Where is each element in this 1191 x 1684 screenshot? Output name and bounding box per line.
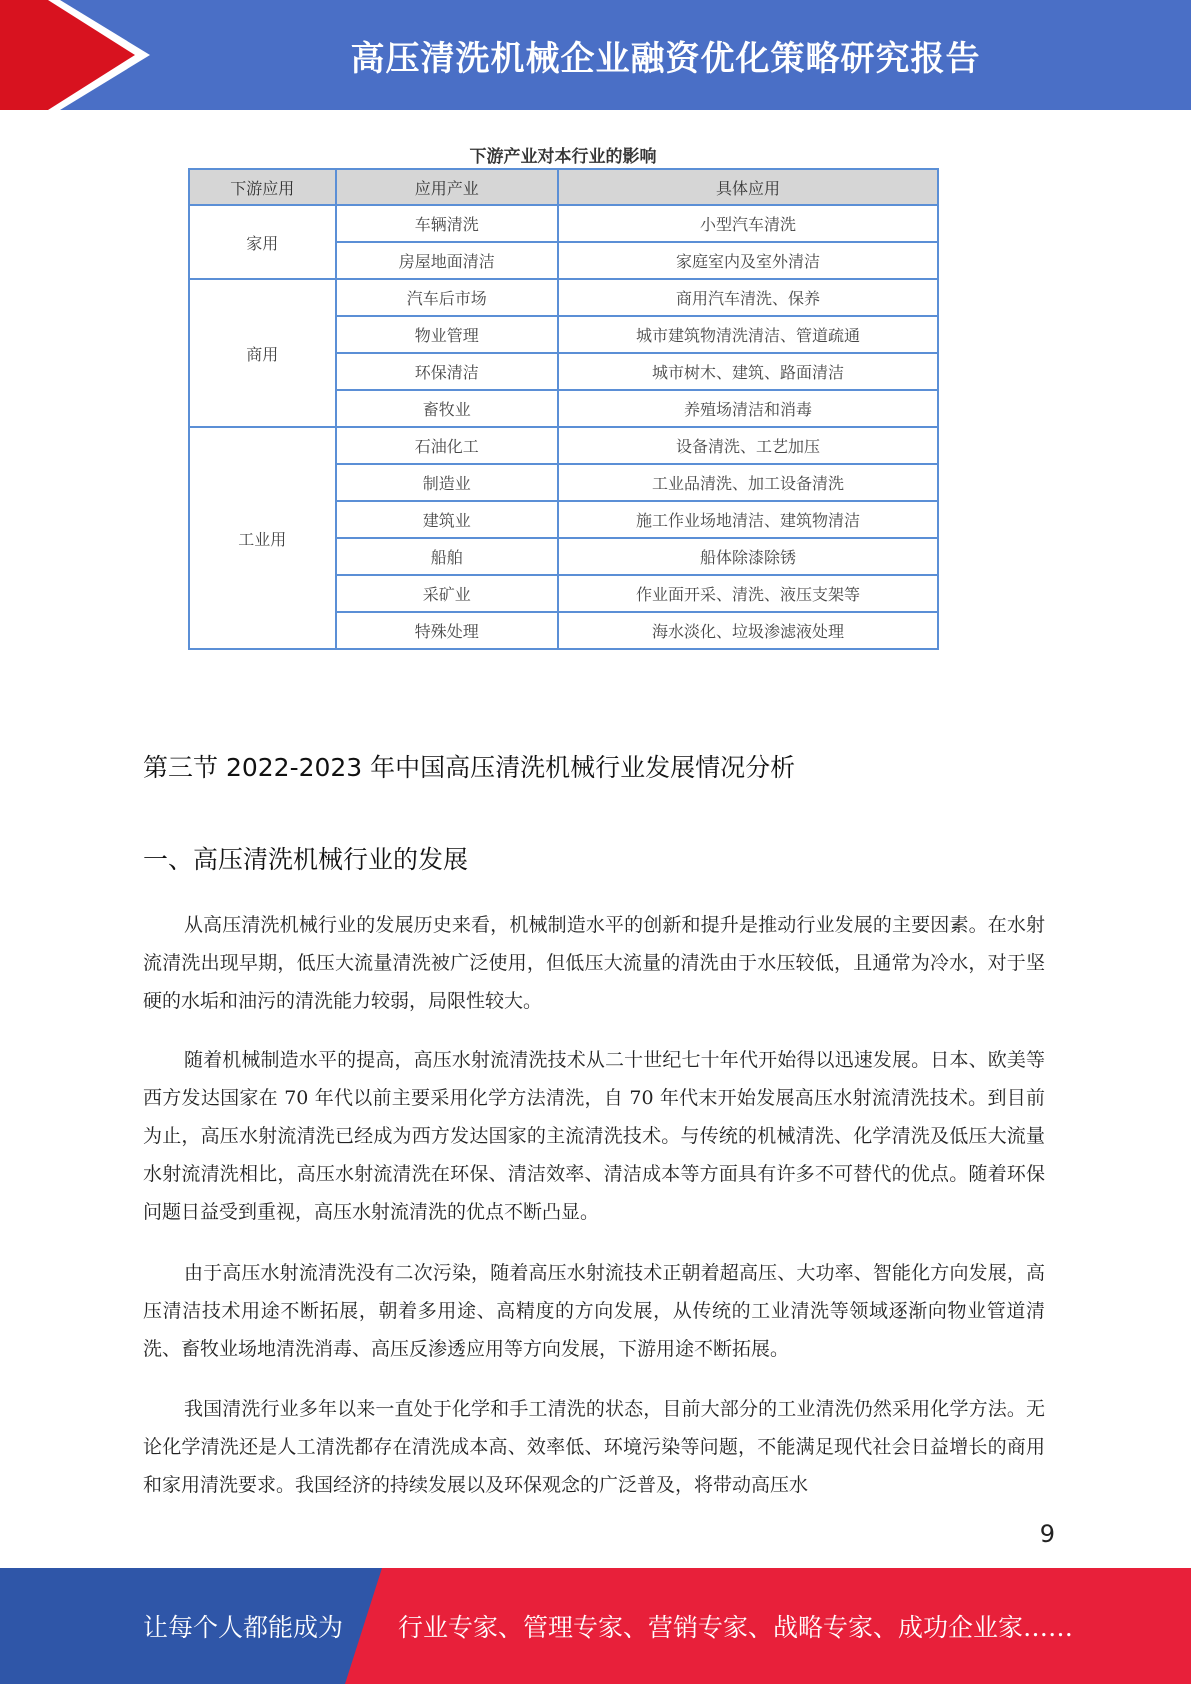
column-header: 下游应用 — [189, 169, 336, 205]
report-title: 高压清洗机械企业融资优化策略研究报告 — [350, 38, 981, 79]
category-cell: 家用 — [189, 205, 336, 279]
industry-cell: 建筑业 — [336, 501, 558, 538]
industry-cell: 特殊处理 — [336, 612, 558, 649]
category-cell: 商用 — [189, 279, 336, 427]
table-caption: 下游产业对本行业的影响 — [469, 147, 657, 167]
industry-cell: 石油化工 — [336, 427, 558, 464]
industry-cell: 环保清洁 — [336, 353, 558, 390]
body-paragraph: 由于高压水射流清洗没有二次污染，随着高压水射流技术正朝着超高压、大功率、智能化方向发展，高压清洁技术用途不断拓展，朝着多用途、高精度的方向发展，从传统的工业清洗等领域逐渐向物业管道清洗、畜牧业场地清洗消毒、高压反渗透应用等方向发展，下游用途不断拓展。 — [143, 1262, 1045, 1360]
application-cell: 船体除漆除锈 — [558, 538, 938, 575]
application-cell: 商用汽车清洗、保养 — [558, 279, 938, 316]
body-paragraph: 随着机械制造水平的提高，高压水射流清洗技术从二十世纪七十年代开始得以迅速发展。日本、欧美等西方发达国家在 70 年代以前主要采用化学方法清洗，自 70 年代末开始发展高压水射流清洗技术。到目前为止，高压水射流清洗已经成为西方发达国家的主流清洗技术。与传统的机械清洗、化学清洗及低压大流量水射流清洗相比，高压水射流清洗在环保、清洁效率、清洁成本等方面具有许多不可替代的优点。随着环保问题日益受到重视，高压水射流清洗的优点不断凸显。 — [143, 1049, 1045, 1223]
application-cell: 养殖场清洁和消毒 — [558, 390, 938, 427]
subsection-title: 一、高压清洗机械行业的发展 — [143, 845, 469, 874]
column-header: 应用产业 — [336, 169, 558, 205]
application-cell: 施工作业场地清洁、建筑物清洁 — [558, 501, 938, 538]
table-header-row — [189, 169, 938, 205]
body-paragraph: 从高压清洗机械行业的发展历史来看，机械制造水平的创新和提升是推动行业发展的主要因素。在水射流清洗出现早期，低压大流量清洗被广泛使用，但低压大流量的清洗由于水压较低，且通常为冷水，对于坚硬的水垢和油污的清洗能力较弱，局限性较大。 — [143, 914, 1045, 1012]
industry-cell: 汽车后市场 — [336, 279, 558, 316]
industry-cell: 船舶 — [336, 538, 558, 575]
report-header — [0, 0, 1191, 110]
red-arrow-logo — [0, 0, 160, 110]
industry-cell: 物业管理 — [336, 316, 558, 353]
application-cell: 小型汽车清洗 — [558, 205, 938, 242]
page-number: 9 — [1039, 1520, 1055, 1548]
application-cell: 设备清洗、工艺加压 — [558, 427, 938, 464]
industry-cell: 制造业 — [336, 464, 558, 501]
industry-cell: 采矿业 — [336, 575, 558, 612]
application-cell: 作业面开采、清洗、液压支架等 — [558, 575, 938, 612]
industry-cell: 畜牧业 — [336, 390, 558, 427]
industry-cell: 房屋地面清洁 — [336, 242, 558, 279]
application-cell: 家庭室内及室外清洁 — [558, 242, 938, 279]
table-row — [189, 205, 938, 242]
application-cell: 城市建筑物清洗清洁、管道疏通 — [558, 316, 938, 353]
downstream-impact-table — [188, 168, 939, 650]
section-title: 第三节 2022-2023 年中国高压清洗机械行业发展情况分析 — [143, 753, 796, 782]
application-cell: 城市树木、建筑、路面清洁 — [558, 353, 938, 390]
column-header: 具体应用 — [558, 169, 938, 205]
application-cell: 工业品清洗、加工设备清洗 — [558, 464, 938, 501]
industry-cell: 车辆清洗 — [336, 205, 558, 242]
category-cell: 工业用 — [189, 427, 336, 649]
footer-slogan-left: 让每个人都能成为 — [143, 1613, 344, 1642]
body-paragraph: 我国清洗行业多年以来一直处于化学和手工清洗的状态，目前大部分的工业清洗仍然采用化学方法。无论化学清洗还是人工清洗都存在清洗成本高、效率低、环境污染等问题，不能满足现代社会日益增长的商用和家用清洗要求。我国经济的持续发展以及环保观念的广泛普及，将带动高压水 — [143, 1398, 1045, 1496]
footer-banner — [0, 1568, 1191, 1684]
table-row — [189, 427, 938, 464]
table-row — [189, 279, 938, 316]
application-cell: 海水淡化、垃圾渗滤液处理 — [558, 612, 938, 649]
footer-slogan-right: 行业专家、管理专家、营销专家、战略专家、成功企业家…… — [398, 1613, 1074, 1642]
